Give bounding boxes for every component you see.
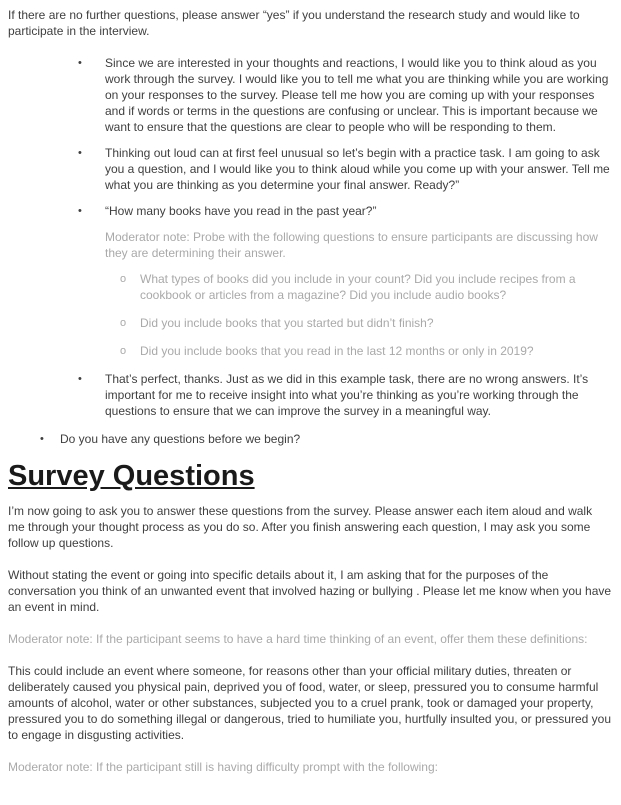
sub-bullet-icon: o xyxy=(120,317,127,329)
paragraph-event-prompt: Without stating the event or going into specific details about it, I am asking that for the purposes of the conversation you think of an unwanted event that involved hazing or bullying . Please let me know when you have an event in mind. xyxy=(8,568,612,614)
bullet-thats-perfect: That’s perfect, thanks. Just as we did in this example task, there are no wrong answers. It’s important for me to receive insight into what you’re thinking as you’re working through the questions to ensure that we can improve the survey in a meaningful way. xyxy=(105,372,589,418)
sub-bullet-icon: o xyxy=(120,345,127,357)
bullet-books-question: “How many books have you read in the past year?” xyxy=(105,204,377,218)
moderator-note-definitions: Moderator note: If the participant seems to have a hard time thinking of an event, offer them these definitions: xyxy=(8,632,588,646)
sub-bullet-list xyxy=(120,271,612,359)
probe-item-3: Did you include books that you read in the last 12 months or only in 2019? xyxy=(140,344,534,358)
intro-paragraph: If there are no further questions, please answer “yes” if you understand the research study and would like to participate in the interview. xyxy=(8,8,580,38)
list-item xyxy=(120,343,612,359)
list-item xyxy=(120,315,612,331)
probe-item-1: What types of books did you include in your count? Did you include recipes from a cookbook or articles from a magazine? Did you include audio books? xyxy=(140,272,576,302)
moderator-note-probe: Moderator note: Probe with the following questions to ensure participants are discussing how they are determining their answer. xyxy=(105,230,598,260)
bullet-icon: • xyxy=(40,433,44,445)
bullet-icon: • xyxy=(78,205,82,217)
list-item xyxy=(78,203,612,219)
list-item xyxy=(120,271,612,303)
bullet-icon: • xyxy=(78,57,82,69)
bullet-think-aloud: Since we are interested in your thoughts and reactions, I would like you to think aloud as you work through the survey. I would like you to tell me what you are thinking while you are working on your responses to the survey. Please tell me how you are coming up with your responses and if words or terms in the questions are confusing or unclear. This is important because we want to ensure that the questions are clear to people who will be responding to them. xyxy=(105,56,609,134)
bullet-list-level1 xyxy=(40,431,612,447)
bullet-practice-task: Thinking out loud can at first feel unusual so let’s begin with a practice task. I am going to ask you a question, and I would like you to think aloud while you come up with your answer. Tell me what you are thinking as you determine your final answer. Ready?” xyxy=(105,146,610,192)
paragraph-intro-survey: I’m now going to ask you to answer these questions from the survey. Please answer each item aloud and walk me through your thought process as you do so. After you finish answering each question, I may ask you some follow up questions. xyxy=(8,504,593,550)
list-item xyxy=(40,431,612,447)
probe-item-2: Did you include books that you started but didn’t finish? xyxy=(140,316,434,330)
list-item xyxy=(78,145,612,193)
bullet-icon: • xyxy=(78,373,82,385)
moderator-note-prompt: Moderator note: If the participant still is having difficulty prompt with the following: xyxy=(8,760,438,774)
bullet-list-level2 xyxy=(78,55,612,419)
list-item xyxy=(78,55,612,135)
paragraph-definition: This could include an event where someone, for reasons other than your official military duties, threaten or deliberately caused you physical pain, deprived you of food, water, or sleep, pressured you to consume harmful amounts of alcohol, water or other substances, subjected you to a cruel prank, took or damaged your property, pressured you to do something illegal or dangerous, tried to humiliate you, hurtfully insulted you, or pressured you to engage in disgusting activities. xyxy=(8,664,612,742)
bullet-icon: • xyxy=(78,147,82,159)
sub-bullet-icon: o xyxy=(120,273,127,285)
bullet-any-questions: Do you have any questions before we begin? xyxy=(60,432,301,446)
list-item xyxy=(78,371,612,419)
section-heading-survey-questions: Survey Questions xyxy=(8,460,255,492)
